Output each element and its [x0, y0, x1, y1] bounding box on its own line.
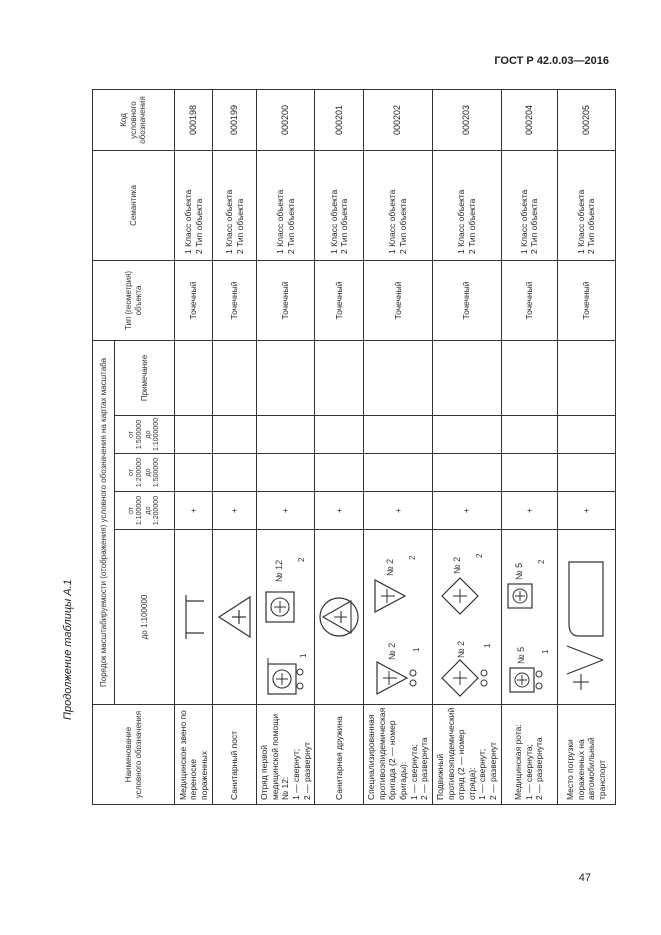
- row-type: Точечный: [175, 260, 213, 340]
- row-scale-4: [213, 416, 257, 454]
- antiepidemic-brigade-icon: [369, 532, 427, 700]
- symbol-number-label: № 2: [451, 556, 462, 574]
- row-scale-4: [315, 416, 364, 454]
- row-semantics-2: 2 Тип объекта: [339, 198, 350, 254]
- row-symbol: [257, 530, 315, 705]
- symbol-variant-label: 1: [412, 647, 421, 652]
- row-semantics-1: 1 Класс объекта: [387, 189, 398, 254]
- row-semantics: [175, 150, 213, 260]
- row-symbol: [175, 530, 213, 705]
- symbol-variant-label: 2: [474, 553, 484, 558]
- symbol-table: [92, 89, 616, 805]
- row-code: 000203: [432, 89, 501, 150]
- row-scale-3: [175, 454, 213, 492]
- row-type: Точечный: [257, 260, 315, 340]
- row-mark: +: [175, 492, 213, 530]
- row-note: [364, 340, 433, 415]
- col-header-scale-3: от 1:200000 до 1:500000: [115, 454, 175, 492]
- row-semantics-2: 2 Тип объекта: [466, 198, 477, 254]
- row-semantics-2: 2 Тип объекта: [529, 198, 540, 254]
- symbol-variant-label: 2: [408, 555, 417, 560]
- row-symbol: [364, 530, 433, 705]
- first-aid-unit-icon: [260, 532, 312, 700]
- table-caption: Продолжение таблицы А.1: [62, 579, 74, 720]
- row-symbol: [432, 530, 501, 705]
- row-scale-4: [364, 416, 433, 454]
- loading-to-vehicle-icon: [561, 542, 611, 692]
- row-semantics: [315, 150, 364, 260]
- row-scale-4: [501, 416, 557, 454]
- table-row: [213, 89, 257, 804]
- row-semantics-1: 1 Класс объекта: [182, 189, 193, 254]
- row-code: 000205: [557, 89, 615, 150]
- row-type: Точечный: [557, 260, 615, 340]
- row-semantics: [501, 150, 557, 260]
- row-mark: +: [432, 492, 501, 530]
- symbol-variant-label: 1: [541, 649, 551, 654]
- row-mark: +: [501, 492, 557, 530]
- row-semantics-1: 1 Класс объекта: [223, 189, 234, 254]
- row-semantics-1: 1 Класс объекта: [456, 189, 467, 254]
- row-note: [213, 340, 257, 415]
- row-semantics: [213, 150, 257, 260]
- row-semantics: [364, 150, 433, 260]
- table-row: [175, 89, 213, 804]
- row-name: Санитарный пост: [213, 705, 257, 805]
- table-row: [315, 89, 364, 804]
- row-semantics-2: 2 Тип объекта: [285, 198, 296, 254]
- medical-company-icon: [504, 532, 554, 700]
- row-semantics-1: 1 Класс объекта: [274, 189, 285, 254]
- row-symbol: [315, 530, 364, 705]
- row-note: [432, 340, 501, 415]
- table-row: [501, 89, 557, 804]
- row-mark: +: [257, 492, 315, 530]
- row-name: Специализированная противоэпидемическая бригада (2 — номер бригады): 1 — свернута; 2 — развернута: [364, 705, 433, 805]
- row-mark: +: [213, 492, 257, 530]
- row-symbol: [557, 530, 615, 705]
- row-code: 000200: [257, 89, 315, 150]
- row-semantics: [432, 150, 501, 260]
- row-note: [557, 340, 615, 415]
- col-header-scale-4: от 1:500000 до 1:1000000: [115, 416, 175, 454]
- row-semantics-2: 2 Тип объекта: [234, 198, 245, 254]
- row-semantics-2: 2 Тип объекта: [193, 198, 204, 254]
- row-code: 000198: [175, 89, 213, 150]
- row-scale-4: [557, 416, 615, 454]
- row-name: Место погрузки пораженных на автомобильный транспорт: [557, 705, 615, 805]
- row-type: Точечный: [315, 260, 364, 340]
- row-semantics-1: 1 Класс объекта: [575, 189, 586, 254]
- row-semantics-2: 2 Тип объекта: [586, 198, 597, 254]
- row-mark: +: [315, 492, 364, 530]
- table-row: [364, 89, 433, 804]
- row-type: Точечный: [432, 260, 501, 340]
- row-name: Подвижный противоэпидемический отряд (2 — номер отряда): 1 — свернут; 2 — развернут: [432, 705, 501, 805]
- row-symbol: [501, 530, 557, 705]
- col-header-semantics: Семантика: [93, 150, 175, 260]
- row-name: Санитарная дружина: [315, 705, 364, 805]
- row-note: [175, 340, 213, 415]
- row-note: [501, 340, 557, 415]
- sanitary-post-icon: [216, 592, 254, 642]
- col-header-scale-2: от 1:100000 до 1:200000: [115, 492, 175, 530]
- row-code: 000204: [501, 89, 557, 150]
- row-scale-4: [175, 416, 213, 454]
- symbol-number-label: № 5: [514, 562, 525, 580]
- row-note: [315, 340, 364, 415]
- sanitary-squad-icon: [317, 592, 361, 642]
- row-scale-3: [501, 454, 557, 492]
- row-code: 000199: [213, 89, 257, 150]
- row-scale-3: [213, 454, 257, 492]
- row-scale-3: [557, 454, 615, 492]
- row-name: Медицинская рота: 1 — свернута; 2 — развернута: [501, 705, 557, 805]
- symbol-variant-label: 2: [537, 559, 547, 564]
- page-number: 47: [578, 872, 591, 884]
- col-header-note: Примечание: [115, 340, 175, 415]
- document-header: ГОСТ Р 42.0.03—2016: [494, 55, 609, 67]
- row-type: Точечный: [501, 260, 557, 340]
- mobile-antiepidemic-unit-icon: [438, 532, 496, 700]
- symbol-number-label: № 2: [385, 558, 395, 576]
- row-scale-3: [257, 454, 315, 492]
- col-header-code: Код условного обозначения: [93, 89, 175, 150]
- symbol-variant-label: 2: [296, 557, 306, 562]
- symbol-variant-label: 1: [482, 643, 492, 648]
- symbol-number-label: № 12: [273, 559, 284, 582]
- table-row: [557, 89, 615, 804]
- symbol-number-label: № 5: [516, 646, 527, 664]
- symbol-number-label: № 2: [387, 642, 397, 660]
- table-row: [432, 89, 501, 804]
- row-name: Отряд первой медицинской помощи № 12: 1 — свернут; 2 — развернут: [257, 705, 315, 805]
- row-mark: +: [364, 492, 433, 530]
- row-type: Точечный: [213, 260, 257, 340]
- table-row: [257, 89, 315, 804]
- row-code: 000201: [315, 89, 364, 150]
- row-mark: +: [557, 492, 615, 530]
- row-symbol: [213, 530, 257, 705]
- row-semantics-1: 1 Класс объекта: [518, 189, 529, 254]
- stretcher-team-icon: [180, 587, 208, 647]
- col-header-name: Наименование условного обозначения: [93, 705, 175, 805]
- row-scale-3: [315, 454, 364, 492]
- row-name: Медицинское звено по переноске пораженных: [175, 705, 213, 805]
- symbol-variant-label: 1: [298, 653, 308, 658]
- row-scale-3: [364, 454, 433, 492]
- row-semantics-1: 1 Класс объекта: [328, 189, 339, 254]
- col-header-scale-group: Порядок масштабируемости (отображения) условного обозначения на картах масштаба: [93, 340, 115, 704]
- row-scale-4: [257, 416, 315, 454]
- row-scale-4: [432, 416, 501, 454]
- col-header-scale-1: до 1:100000: [115, 530, 175, 705]
- row-type: Точечный: [364, 260, 433, 340]
- row-semantics: [557, 150, 615, 260]
- row-scale-3: [432, 454, 501, 492]
- row-semantics: [257, 150, 315, 260]
- row-semantics-2: 2 Тип объекта: [398, 198, 408, 254]
- col-header-type: Тип (геометрия) объекта: [93, 260, 175, 340]
- row-note: [257, 340, 315, 415]
- row-code: 000202: [364, 89, 433, 150]
- symbol-number-label: № 2: [455, 640, 466, 658]
